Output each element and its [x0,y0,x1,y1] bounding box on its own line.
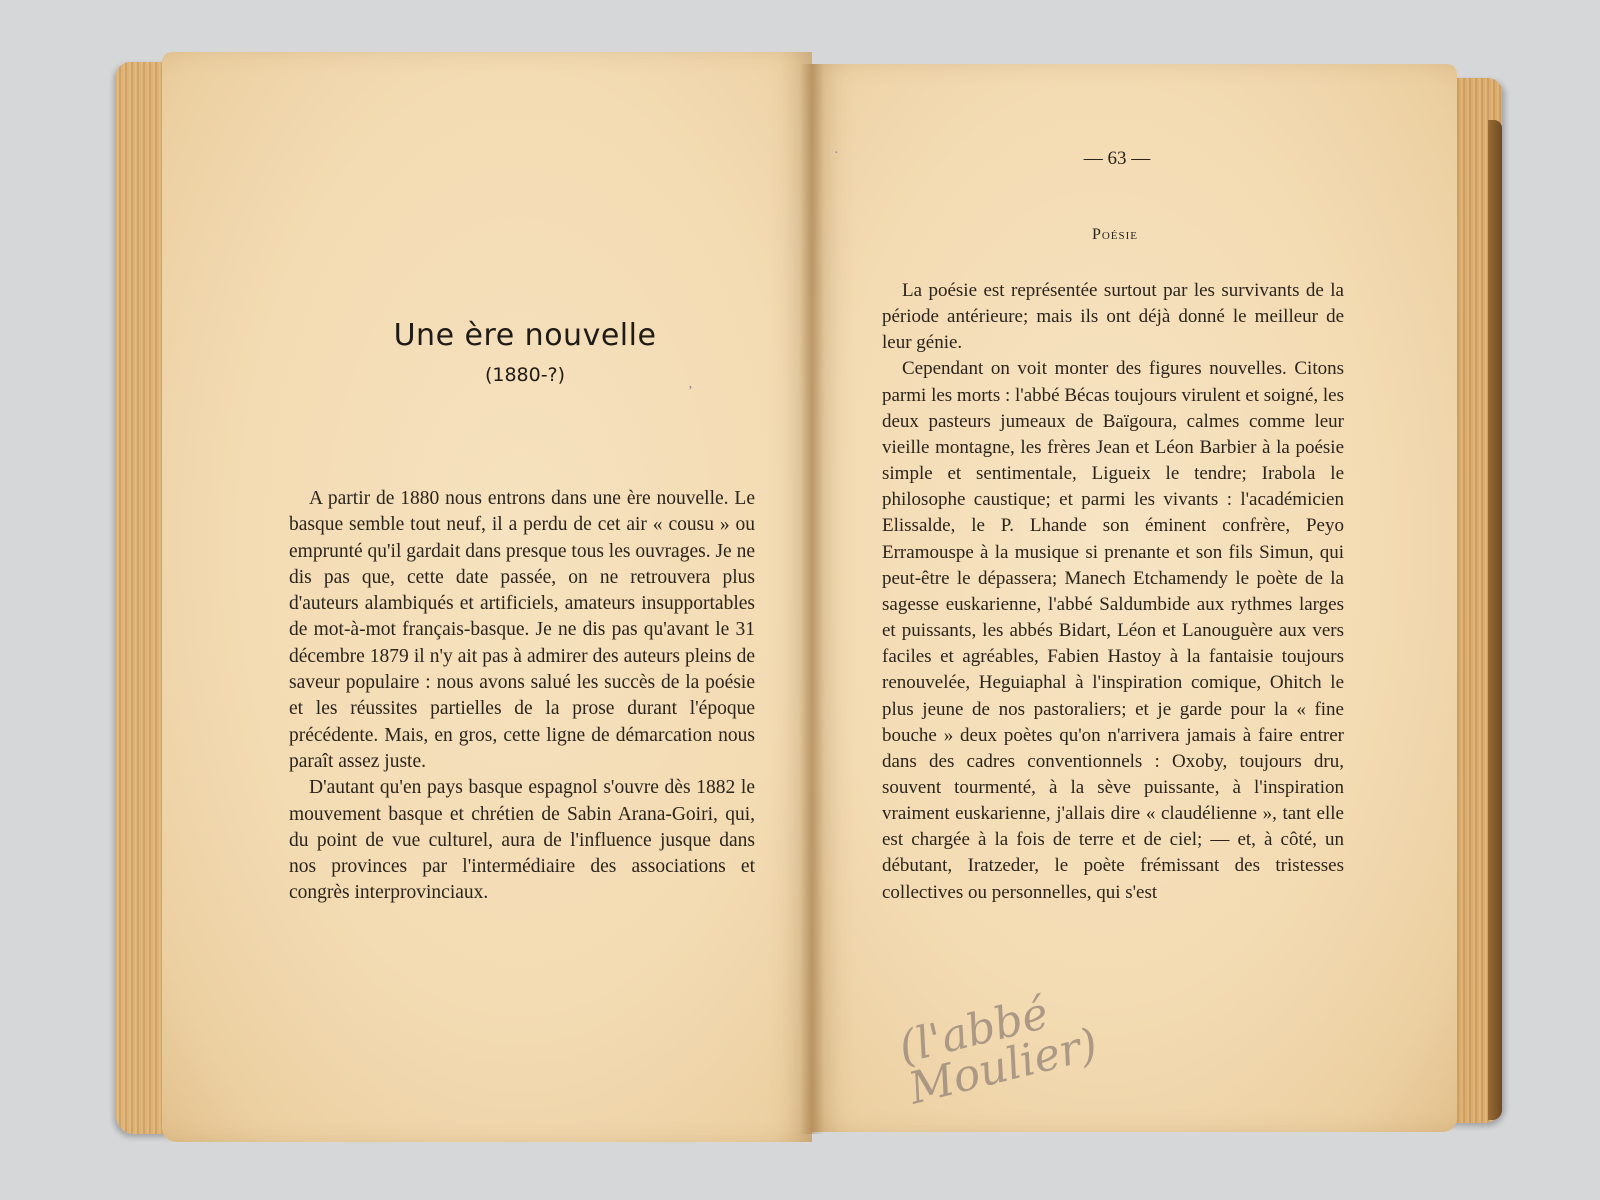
paragraph: A partir de 1880 nous entrons dans une ère nouvelle. Le basque semble tout neuf, il a perdu de cet air « cousu » ou emprunté qu'il gardait dans presque tous les ouvrages. Je ne dis pas que, cette date passée, on ne retrouvera plus d'auteurs alambiqués et artificiels, amateurs insupportables de mot-à-mot français-basque. Je ne dis pas qu'avant le 31 décembre 1879 il n'y ait pas à admirer des auteurs pleins de saveur populaire : nous avons salué les succès de la poésie et les réussites partielles de la prose durant l'époque précédente. Mais, en gros, cette ligne de démarcation nous paraît assez juste. [289,488,755,772]
book-gutter [800,64,824,1134]
paragraph: Cependant on voit monter des figures nouvelles. Citons parmi les morts : l'abbé Bécas toujours virulent et soigné, les deux pasteurs jumeaux de Baïgoura, calmes comme leur vieille montagne, les frères Jean et Léon Barbier à la poésie simple et sentimentale, Ligueix le tendre; Irabola le philosophe caustique; et parmi les vivants : l'académicien Elissalde, le P. Lhande son éminent confrère, Peyo Erramouspe à la musique si prenante et son fils Simun, qui peut-être le dépassera; Manech Etchamendy le poète de la sagesse euskarienne, l'abbé Saldumbide aux rythmes larges et puissants, les abbés Bidart, Léon et Lanouguère aux vers faciles et agréables, Fabien Hastoy à la fantaisie toujours renouvelée, Heguiaphal à l'inspiration comique, Ohitch le plus jeune de nos pastoraliers; et je garde pour la « fine bouche » deux poètes qu'on n'arrivera jamais à faire entrer dans des cadres conventionnels : Oxoby, toujours dru, souvent tourmenté, à la sève puissante, à l'inspiration vraiment euskarienne, j'allais dire « claudélienne », tant elle est chargée à la fois de terre et de ciel; — et, à côté, un débutant, Iratzeder, le poète frémissant des tristesses collectives ou personnelles, qui s'est [882,358,1344,903]
paragraph: La poésie est représentée surtout par les survivants de la période antérieure; mais ils ont déjà donné le meilleur de leur génie. [882,280,1344,354]
handwritten-annotation: (l'abbé Moulier) [893,987,1103,1115]
page-number: — 63 — [1083,148,1151,169]
left-page-body [289,486,755,907]
chapter-title: Une ère nouvelle [393,318,657,353]
paragraph: D'autant qu'en pays basque espagnol s'ouvre dès 1882 le mouvement basque et chrétien de Sabin Arana-Goiri, qui, du point de vue culturel, aura de l'influence jusque dans nos provinces par l'intermédiaire des associations et congrès interprovinciaux. [289,777,755,904]
pencil-mark: ʼ [688,384,693,399]
right-cover-edge [1488,120,1502,1120]
section-heading: Poésie [1091,226,1139,243]
ink-mark: · [834,146,839,161]
right-page-body [882,278,1344,906]
chapter-subtitle: (1880-?) [484,364,566,386]
